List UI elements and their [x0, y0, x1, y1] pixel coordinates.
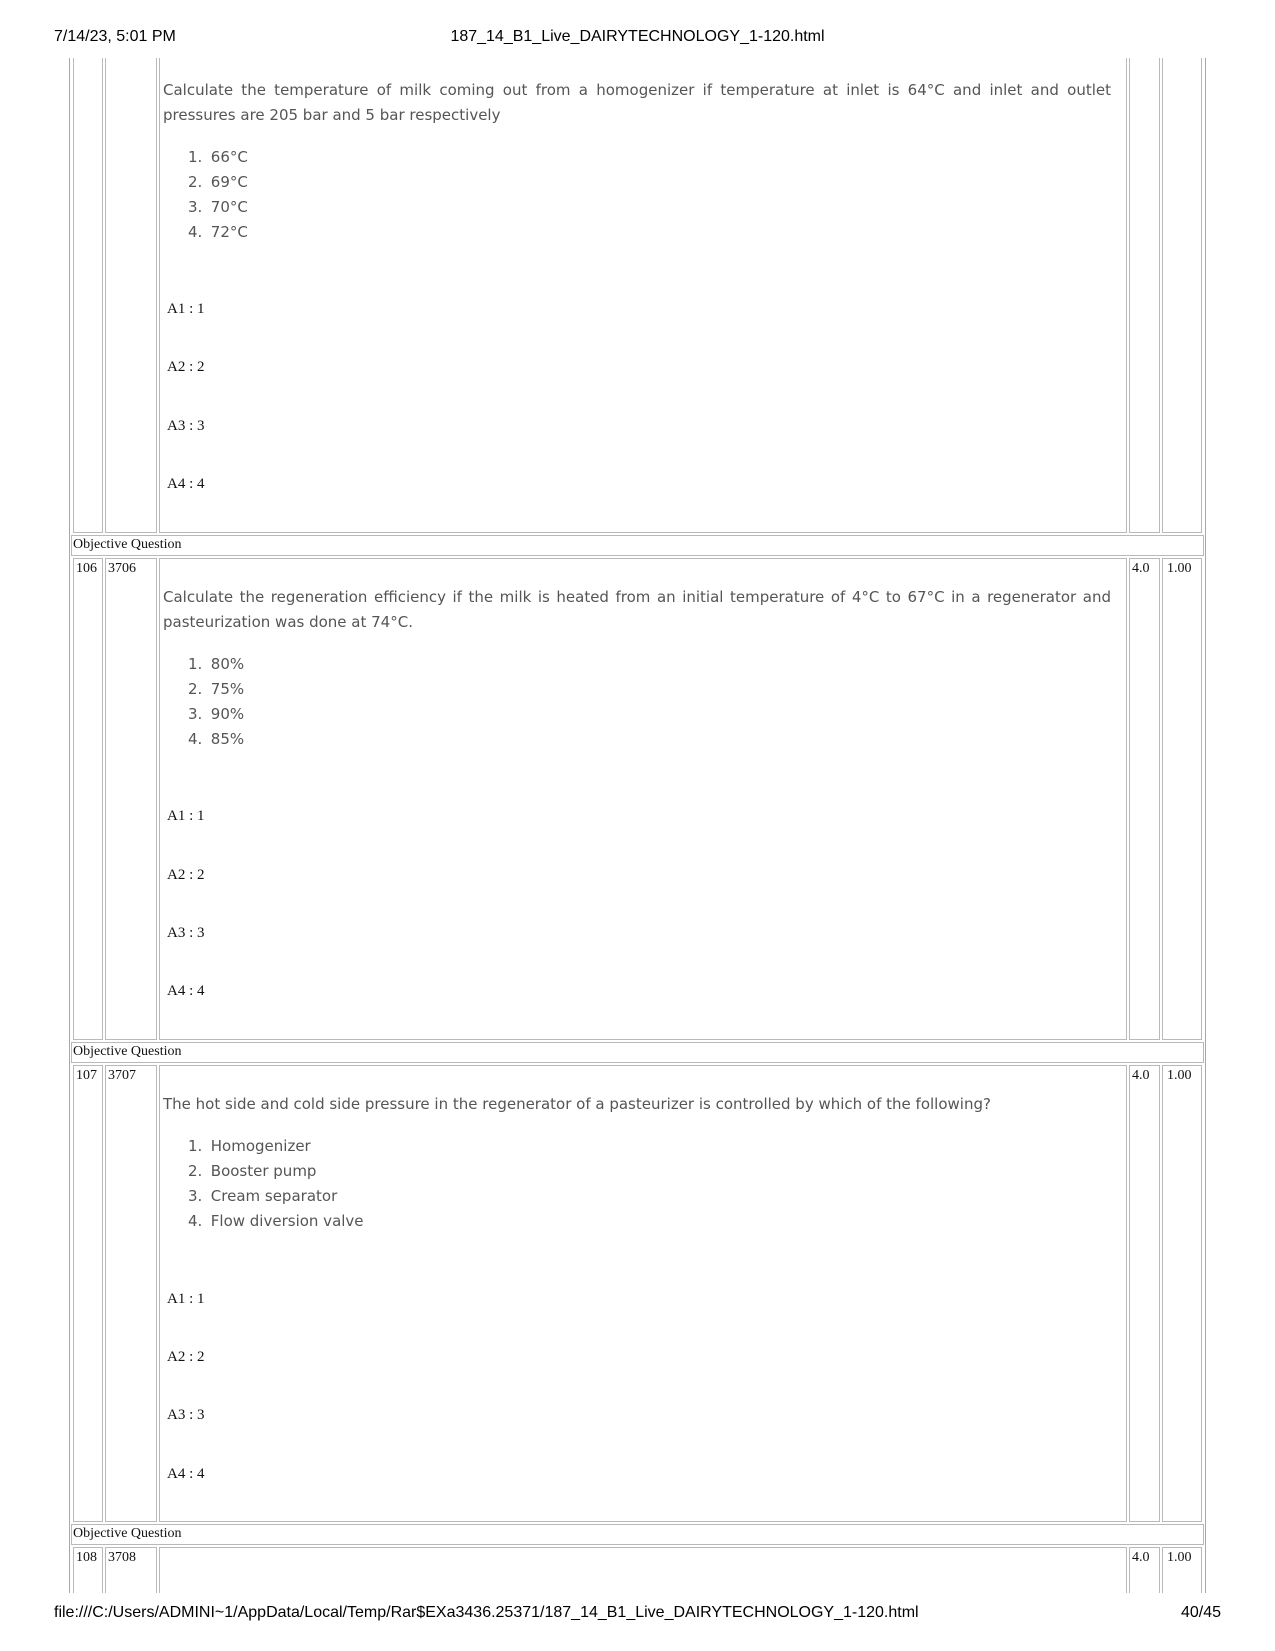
marks-value: 4.0	[1132, 561, 1150, 576]
qid-cell	[105, 558, 157, 1040]
negative-marks-value: 1.00	[1167, 1068, 1192, 1083]
question-type-label: Objective Question	[73, 1044, 182, 1059]
option-item: 2. 69°C	[188, 173, 248, 191]
answer-option: A2 : 2	[167, 359, 205, 375]
question-type-label: Objective Question	[73, 1526, 182, 1541]
negative-marks-cell	[1162, 558, 1202, 1040]
question-type-row	[71, 1524, 1204, 1545]
serial-number: 107	[76, 1068, 97, 1083]
answer-option: A2 : 2	[167, 867, 205, 883]
qid-cell	[105, 1065, 157, 1522]
answer-option: A1 : 1	[167, 301, 205, 317]
answer-option: A1 : 1	[167, 808, 205, 824]
question-cell	[159, 1547, 1127, 1593]
answer-option: A4 : 4	[167, 476, 205, 492]
negative-marks-value: 1.00	[1167, 561, 1192, 576]
sno-cell	[73, 58, 103, 533]
page-number: 40/45	[1180, 1604, 1221, 1621]
option-item: 3. 70°C	[188, 198, 248, 216]
options-list	[163, 1134, 364, 1234]
answer-option: A3 : 3	[167, 1407, 205, 1423]
marks-cell	[1129, 58, 1160, 533]
marks-value: 4.0	[1132, 1068, 1150, 1083]
file-path: file:///C:/Users/ADMINI~1/AppData/Local/Temp/Rar$EXa3436.25371/187_14_B1_Live_DAIRYTECHNOLOGY_1-120.html	[54, 1604, 919, 1621]
question-text: Calculate the regeneration efficiency if the milk is heated from an initial temperature of 4°C to 67°C in a regenerator and pasteurization was done at 74°C.	[163, 588, 1111, 631]
answer-option: A3 : 3	[167, 925, 205, 941]
option-item: 2. Booster pump	[188, 1162, 317, 1180]
sno-cell	[73, 558, 103, 1040]
answer-option: A1 : 1	[167, 1291, 205, 1307]
question-text: Calculate the temperature of milk coming out from a homogenizer if temperature at inlet is 64°C and inlet and outlet pressures are 205 bar and 5 bar respectively	[163, 81, 1111, 124]
answer-option: A2 : 2	[167, 1349, 205, 1365]
answer-option: A4 : 4	[167, 983, 205, 999]
qid-cell	[105, 58, 157, 533]
print-datetime: 7/14/23, 5:01 PM	[54, 28, 176, 45]
option-item: 4. Flow diversion valve	[188, 1212, 364, 1230]
serial-number: 106	[76, 561, 97, 576]
option-item: 2. 75%	[188, 680, 245, 698]
option-item: 3. Cream separator	[188, 1187, 338, 1205]
question-type-label: Objective Question	[73, 537, 182, 552]
marks-cell	[1129, 558, 1160, 1040]
options-list	[163, 652, 244, 752]
answer-option: A4 : 4	[167, 1466, 205, 1482]
option-item: 3. 90%	[188, 705, 245, 723]
question-cell	[159, 58, 1127, 533]
option-item: 1. Homogenizer	[188, 1137, 311, 1155]
marks-cell	[1129, 1065, 1160, 1522]
question-text: The hot side and cold side pressure in the regenerator of a pasteurizer is controlled by which of the following?	[163, 1095, 991, 1113]
question-id: 3706	[108, 561, 136, 576]
negative-marks-cell	[1162, 58, 1202, 533]
option-item: 4. 72°C	[188, 223, 248, 241]
negative-marks-value: 1.00	[1167, 1550, 1192, 1565]
document-title: 187_14_B1_Live_DAIRYTECHNOLOGY_1-120.html	[450, 28, 825, 45]
marks-value: 4.0	[1132, 1550, 1150, 1565]
question-type-row	[71, 1042, 1204, 1063]
answer-option: A3 : 3	[167, 418, 205, 434]
question-id: 3707	[108, 1068, 136, 1083]
option-item: 1. 66°C	[188, 148, 248, 166]
option-item: 4. 85%	[188, 730, 245, 748]
question-type-row	[71, 535, 1204, 556]
question-id: 3708	[108, 1550, 136, 1565]
option-item: 1. 80%	[188, 655, 245, 673]
options-list	[163, 145, 248, 245]
negative-marks-cell	[1162, 1065, 1202, 1522]
serial-number: 108	[76, 1550, 97, 1565]
sno-cell	[73, 1065, 103, 1522]
